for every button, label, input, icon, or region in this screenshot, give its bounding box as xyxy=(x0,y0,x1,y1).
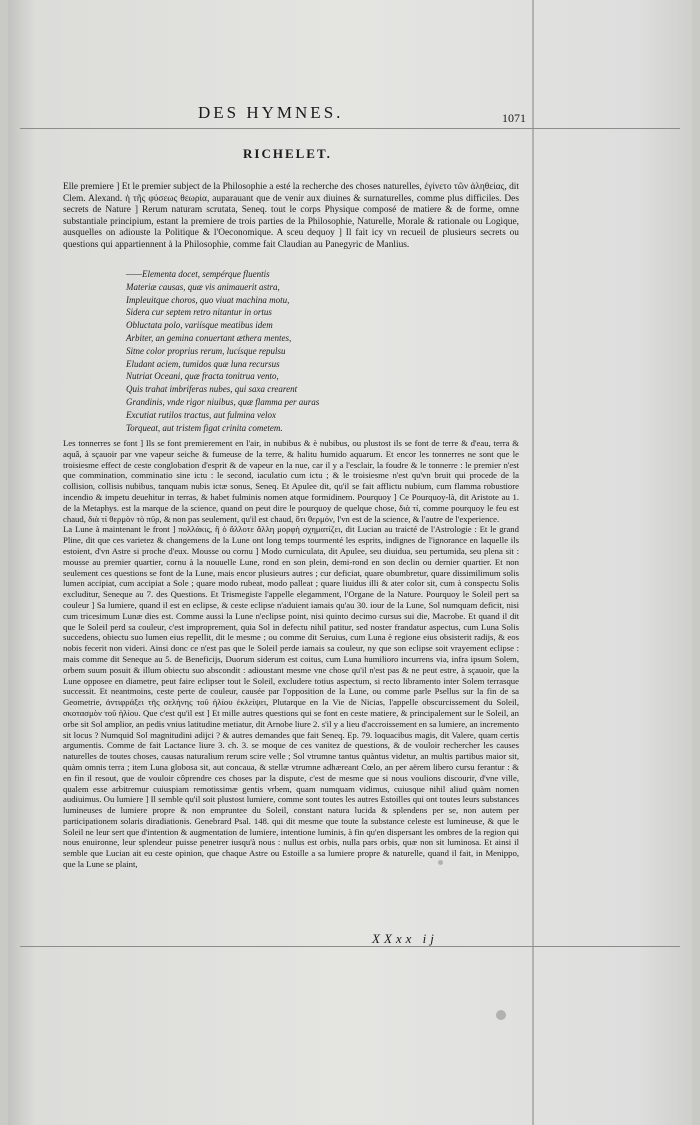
signature-mark: XXxx ij xyxy=(372,931,438,946)
verse-line: Sitne color proprius rerum, lucísque repulsu xyxy=(126,345,286,356)
page-fold-line xyxy=(532,0,534,1125)
verse-line: Nutriat Oceani, quæ fracta tonitrua vento, xyxy=(126,371,279,382)
verse-line: ——Elementa docet, sempérque fluentis xyxy=(126,269,270,279)
verse-line: Eludant aciem, tumidos quæ luna recursus xyxy=(126,358,280,369)
paragraph-lune: La Lune à maintenant le front ] πολλάκις, ἢ ὁ ἄλλοτε ἄλλη μορφὴ σχηματίζει, dit Lucian au traicté de l'Astrologie : Et le grand Pline, dit que ces varietez & changemens de la Lune ont long temps tourmenté les esprits, indignes de l'ignorance en laquelle ils estoient, d'vn Astre si proche d'eux. Mousse ou cornu ] Modo curniculata, dit Apulee, seu diuidua, seu pertumida, seu plena sit : mousse au premier quartier, cornu à la nouuelle Lune, rond en son plein, demi-rond en son declin ou dernier quartier. Et non seulement ces questions se font de la Lune, mais encor plusieurs autres ; cur deficiat, quare obumbretur, quare dissimilimum solis lumen accipiat, cum accipiat a Sole ; quare modo rubeat, modo palleat ; quare liuidus illi & ater color sit, cum à conspectu Solis excluditur, Seneque au 7. des Questions. Et Trismegiste l'appelle elegamment, l'Organe de la Nature. Pourquoy le Soleil pert sa couleur ] Sa lumiere, quand il est en eclipse, & ceste eclipse n'aduient iamais qu'au 30. iour de la Lune, Sol numquam deficit, nisi cum tricesimum Lunæ dies est. Comme aussi la Lune n'eclipse point, nisi quinto decimo cursus sui die, Macrobe. Et quand il dit que le Soleil perd sa couleur, c'est improprement, quia Sol in defectu nihil patitur, sed noster frandatur aspectus, cum Luna Solis succedens, obiectu suo lumen eius repellit, dit le mesme ; ou comme dit Seruius, cum Luna è regione eius obsisterit radijs, & eos nobis fecerit non videri. Ainsi donc ce n'est pas que le Soleil perde iamais sa couleur, ny que son eclipse soit vrayement eclipse : mais comme dit Seneque au 5. de Beneficijs, Duorum siderum est coitus, cum Luna humilioro incurrens via, infra ipsum Solem, orbem suum posuit & illum obiectu suo abscondit : adioustant mesme vne chose qu'il n'est pas & ne peut estre, à sçauoir, que la Lune opposee en diametre, peut faire eclipser tout le Soleil, excludere totius aspectum, si recto libramento inter Solem terrasque successit. Et neantmoins, ceste perte de couleur, causée par l'opposition de la Lune, ou comme parle Psellus sur la fin de sa Geometrie, ἀντιφράξει τῆς σελήνης τοῦ ἡλίου ἐκλείψει, Plutarque en la Vie de Nicias, l'appelle obscurcissement du Soleil, σκοτασμὸν τοῦ ἡλίου. Que c'est qu'il est ] Et mille autres questions qui se font en ceste matiere, & principalement sur le Soleil, an orbe sit Sol amplior, an pedis vnius latitudine metiatur, dit Arnobe liure 2. s'il y a lieu d'accroissement en sa lumiere, an incremento sit locus ? Numquid Sol magnitudini adijci ? & autres demandes que fait Seneq. Ep. 79. loquacibus magis, dit Valere, quam certis argumentis. Comme de fait Lactance liure 3. ch. 3. se moque de ces vanitez de questions, & de vouloir rechercher les causes naturelles de toutes choses, causas naturalium rerum scire velle ; Sol vtrumne tantus quàntus videtur, an multis partibus maior sit, quàm omnis terra ; item Luna globosa sit, aut concaua, & stellæ vtrumne adhæreant Cœlo, an per aërem libero cursu ferantur : & en fin il resout, que de vouloir côprendre ces choses par la dispute, c'est de mesme que si nous voulions discourir, d'vne ville, qualem esse arbitremur cuiuspiam remotissimæ gentis vrbem, quam numquam vidimus, cuiusque nihil aliud quàm nomen audiuimus. Ou lumiere ] Il semble qu'il soit plustost lumiere, comme sont toutes les autres Estoilles qui ont toutes leurs substances lumineuses de lumiere propre & non empruntee du Soleil, constant natura lucida & splendens per se, non autem per participationem solaris diradiationis. Genebrard Psal. 148. qui dit mesme que toute la substance celeste est lumineuse, & que le Soleil ne leur sert que d'intention & augmentation de lumiere, intentione luminis, à fin qu'en dispersant les ombres de la region qui nous enuironne, leur splendeur puisse penetrer iusqu'à nous : nullus est orbis, nulla pars orbis, quæ non sit luminosa. Et ainsi il semble que Lucian ait eu ceste opinion, que chaque Astre ou Estoille a sa lumiere propre & naturelle, quand il fait, in Menippo, que la Lune se plaint, xyxy=(63,524,519,870)
verse-line: Materiæ causas, quæ vis animauerit astra, xyxy=(126,281,280,292)
section-title: RICHELET. xyxy=(243,146,332,161)
verse-line: Sidera cur septem retro nitantur in ortus xyxy=(126,307,272,318)
verse-line: Torqueat, aut tristem figat crinita cometem. xyxy=(126,422,283,433)
verse-line: Impleuitque choros, quo viuat machina motu, xyxy=(126,294,290,305)
footer-rule xyxy=(20,946,680,947)
intro-text xyxy=(63,182,519,252)
verse-line: Quis trahat imbriferas nubes, qui saxa crearent xyxy=(126,384,298,395)
running-title: DES HYMNES. xyxy=(198,103,344,122)
book-page xyxy=(8,0,692,1125)
verse-line: Obluctata polo, variísque meatibus idem xyxy=(126,320,273,331)
page-number: 1071 xyxy=(502,111,526,125)
verse-line: Arbiter, an gemina conuertant æthera mentes, xyxy=(126,332,292,343)
commentary-text xyxy=(63,438,519,870)
header-rule xyxy=(20,128,680,129)
paragraph-tonnerres: Les tonnerres se font ] Ils se font premierement en l'air, in nubibus & è nubibus, ou plustost ils se font de terre & d'eau, terra & aquâ, à sçauoir par vne vapeur seiche & fumeuse de la terre, & halitu humido aquarum. Et encor les tonnerres ne sont que le troisiesme effect de ceste conglobation d'esprit & de vapeur en la nue, car il y a l'esclair, la foudre & le tonnerre : le premier n'est que commination, comminatio sine ictu : le second, iaculatio cum ictu ; & le troisiesme n'est qu'vn bruit qui procede de la collision, collisis nubibus, tanquam nubis ictæ sonus, Seneq. Et Apulee dit, qu'il se fait afflictu nubium, cum flamma robustiore incendio & impetu deuehitur in terras, & habet fulminis nomen atque formidinem. Pourquoy ] Ce Pourquoy-là, dit Aristote au 1. de la Metaphys. est la marque de la science, quand on peut dire le pourquoy de quelque chose, διὰ τί, comme pourquoy le feu est chaud, διὰ τί θερμὸν τὸ πῦρ, & non pas seulement, qu'il est chaud, ὅτι θερμόν, l'vn est de la science, & l'autre de l'experience. xyxy=(63,438,519,524)
paragraph-intro: Elle premiere ] Et le premier subject de la Philosophie a esté la recherche des choses naturelles, ἐγίνετο τῶν ἀληθείας, dit Clem. Alexand. ἡ τῆς φύσεως θεωρία, auparauant que de venir aux diuines & surnaturelles, comme plus difficiles. Des secrets de Nature ] Rerum naturam scrutata, Seneq. tout le corps Physique composé de matiere & de forme, omne substantiale principium, estant la premiere de trois parties de la Philosophie, Naturelle, Morale & rationale ou Logique, ausquelles on adiouste la Politique & l'Oeconomique. A sceu dequoy ] Il fait icy vn recueil de plusieurs secrets ou questions qui appartiennent à la Philosophie, comme fait Claudian au Panegyric de Manlius. xyxy=(63,182,519,250)
verse-quotation xyxy=(126,268,319,434)
ink-spot xyxy=(496,1010,506,1020)
verse-line: Excutiat rutilos tractus, aut fulmina velox xyxy=(126,409,276,420)
ink-spot xyxy=(438,860,443,865)
verse-line: Grandinis, vnde rigor niuibus, quæ flamma per auras xyxy=(126,396,320,407)
